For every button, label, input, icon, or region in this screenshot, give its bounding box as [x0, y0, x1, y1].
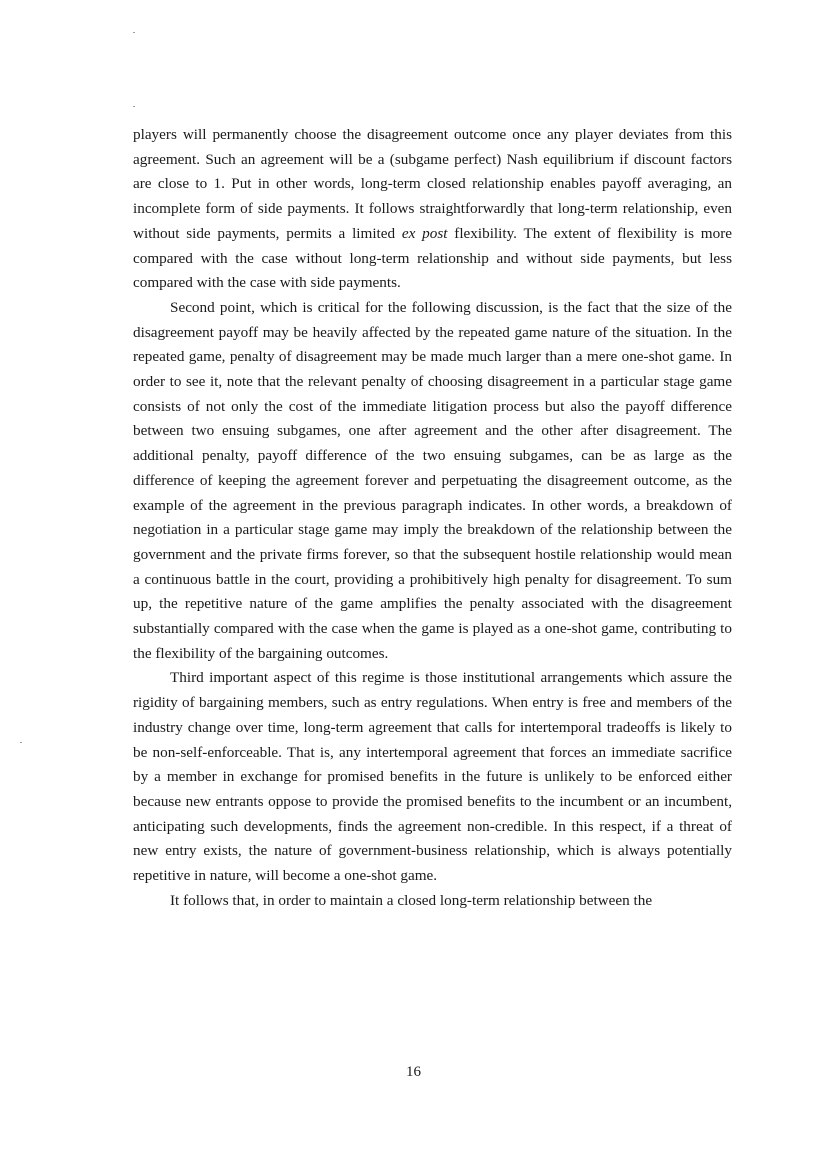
emphasis-text: ex post [401, 224, 448, 242]
scan-speck [20, 742, 22, 743]
paragraph-text: flexibility. The extent of flexibility is more compared with the case without long-term relationship and without side payments, but less compared with the case with side payments. [133, 224, 732, 292]
paragraph-third-aspect: Third important aspect of this regime is those institutional arrangements which assure the rigidity of bargaining members, such as entry regulations. When entry is free and members of the industry change over time, long-term agreement that calls for intertemporal tradeoffs is likely to be non-self-enforceable. That is, any intertemporal agreement that forces an immediate sacrifice by a member in exchange for promised benefits in the future is unlikely to be enforced either because new entrants oppose to provide the promised benefits to the incumbent or an incumbent, anticipating such developments, finds the agreement non-credible. In this respect, if a threat of new entry exists, the nature of government-business relationship, which is always potentially repetitive in nature, will become a one-shot game. [133, 669, 732, 885]
paragraph-conclusion: It follows that, in order to maintain a closed long-term relationship between the [170, 891, 653, 909]
scan-speck [133, 32, 135, 33]
paragraph-text: players will permanently choose the disagreement outcome once any player deviates from this agreement. Such an agreement will be a (subgame perfect) Nash equilibrium if discount factors are close to 1. Put in other words, long-term closed relationship enables payoff averaging, an incomplete form of side payments. It follows straightforwardly that long-term relationship, even without side payments, permits a limited [133, 126, 732, 242]
page-number: 16 [406, 1064, 421, 1080]
scan-speck [133, 106, 135, 107]
paragraph-continuation [133, 123, 732, 296]
body-text [133, 123, 732, 914]
paragraph-second-point: Second point, which is critical for the following discussion, is the fact that the size of the disagreement payoff may be heavily affected by the repeated game nature of the situation. In the repeated game, penalty of disagreement may be made much larger than a mere one-shot game. In order to see it, note that the relevant penalty of choosing disagreement in a particular stage game consists of not only the cost of the immediate litigation process but also the payoff difference between two ensuing subgames, one after agreement and the other after disagreement. The additional penalty, payoff difference of the two ensuing subgames, can be as large as the difference of keeping the agreement forever and perpetuating the disagreement outcome, as the example of the agreement in the previous paragraph indicates. In other words, a breakdown of negotiation in a particular stage game may imply the breakdown of the relationship between the government and the private firms forever, so that the subsequent hostile relationship would mean a continuous battle in the court, providing a prohibitively high penalty for disagreement. To sum up, the repetitive nature of the game amplifies the penalty associated with the disagreement substantially compared with the case when the game is played as a one-shot game, contributing to the flexibility of the bargaining outcomes. [133, 298, 732, 662]
